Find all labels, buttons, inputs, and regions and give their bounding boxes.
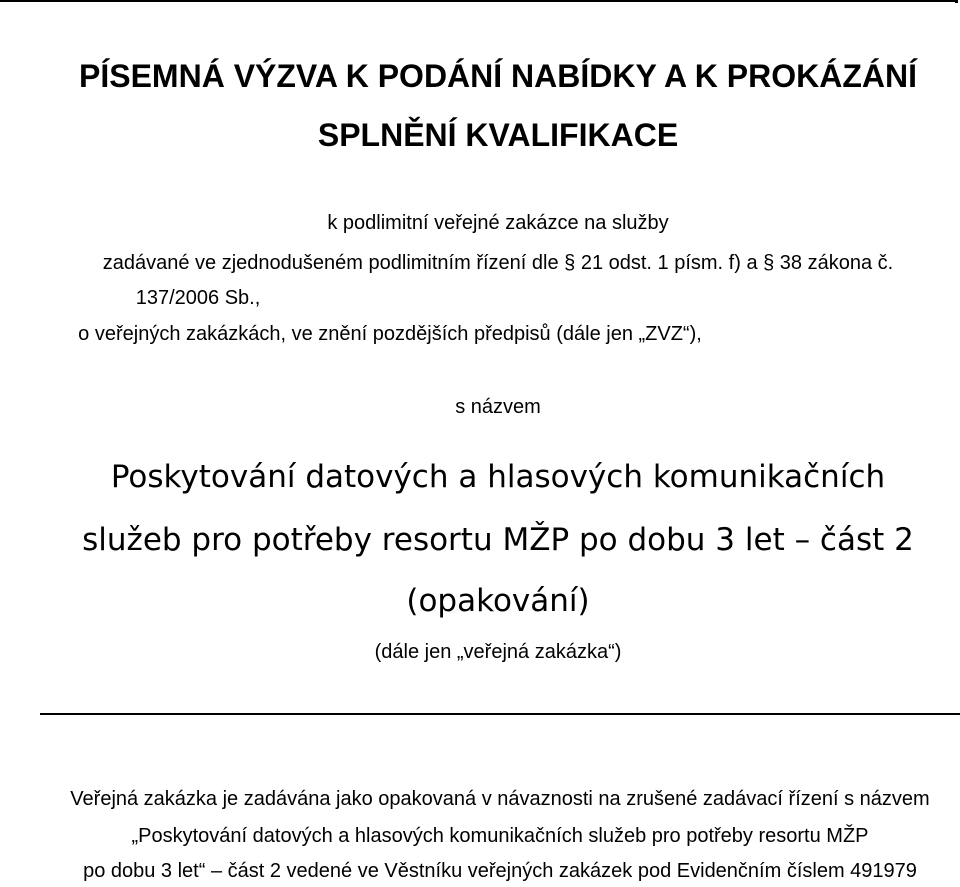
subtitle-line5: s názvem [455,396,541,418]
contract-name-line3: (opakování) [406,583,590,619]
top-rule [0,0,955,2]
contract-name-line2: služeb pro potřeby resortu MŽP po dobu 3 let – část 2 [82,522,914,558]
subtitle-line3: 137/2006 Sb., [135,287,261,309]
body-line1: Veřejná zakázka je zadávána jako opakovaná v návaznosti na zrušené zadávací řízení s názvem [70,788,930,810]
body-line3: po dobu 3 let“ – část 2 vedené ve Věstníku veřejných zakázek pod Evidenčním číslem 491979 [83,860,917,882]
subtitle-line4: o veřejných zakázkách, ve znění pozdějších předpisů (dále jen „ZVZ“), [78,323,702,345]
separator-line [40,713,960,715]
contract-name-note: (dále jen „veřejná zakázka“) [374,641,622,663]
top-rule-end [955,0,958,3]
subtitle-line2: zadávané ve zjednodušeném podlimitním řízení dle § 21 odst. 1 písm. f) a § 38 zákona č. [102,252,894,274]
document-title-line1: PÍSEMNÁ VÝZVA K PODÁNÍ NABÍDKY A K PROKÁZÁNÍ [79,58,917,94]
body-line2: „Poskytování datových a hlasových komunikačních služeb pro potřeby resortu MŽP [131,825,869,847]
contract-name-line1: Poskytování datových a hlasových komunikačních [110,459,886,495]
document-title-line2: SPLNĚNÍ KVALIFIKACE [317,117,679,153]
subtitle-line1: k podlimitní veřejné zakázce na služby [327,212,669,234]
